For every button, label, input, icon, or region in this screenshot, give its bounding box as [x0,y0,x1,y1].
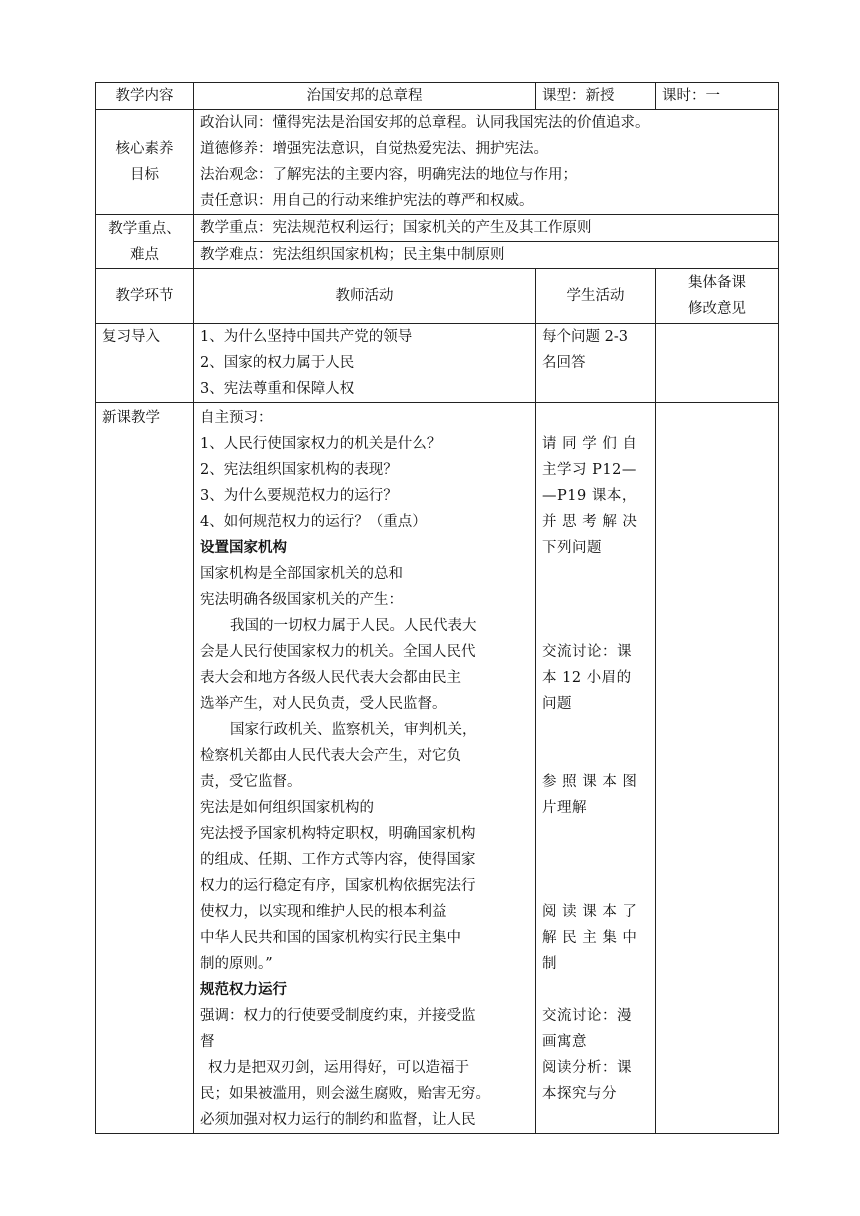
header-row [96,83,779,110]
lesson-hours: 课时：一 [656,83,779,110]
key-difficulty: 教学难点：宪法组织国家机构；民主集中制原则 [194,242,779,269]
col-stage: 教学环节 [96,269,194,324]
col-notes: 集体备课 修改意见 [656,269,779,324]
new-lesson-row [96,403,779,1134]
col-student: 学生活动 [536,269,656,324]
goal-political: 政治认同：懂得宪法是治国安邦的总章程。认同我国宪法的价值追求。 [200,115,650,131]
lesson-type: 课型：新授 [536,83,656,110]
lesson-title: 治国安邦的总章程 [194,83,536,110]
content-label: 教学内容 [96,83,194,110]
new-lesson-student: 请 同 学 们 自 主学习 P12— —P19 课本， 并 思 考 解 决 下列问题 交流讨论：课 本 12 小眉的 问题 参 照 课 本 图 片理解 阅 读 课 本 了 解 民 主 集 中 制 交流讨论：漫 画寓意 阅读分析：课 本探究与分 [536,403,656,1134]
core-goals-row [96,110,779,215]
section-heading-institutions: 设置国家机构 [200,539,287,556]
core-goals-label: 核心素养 目标 [96,110,194,215]
review-teacher: 1、为什么坚持中国共产党的领导 2、国家的权力属于人民 3、宪法尊重和保障人权 [194,324,536,403]
new-lesson-stage: 新课教学 [96,403,194,1134]
key-points-row [96,215,779,242]
col-teacher: 教师活动 [194,269,536,324]
lesson-plan-table [95,82,779,1134]
review-student: 每个问题 2-3 名回答 [536,324,656,403]
goal-law: 法治观念：了解宪法的主要内容，明确宪法的地位与作用； [200,167,577,183]
key-points-label: 教学重点、 难点 [96,215,194,269]
goal-responsibility: 责任意识：用自己的行动来维护宪法的尊严和权威。 [200,193,534,209]
core-goals-content [194,110,779,215]
goal-moral: 道德修养：增强宪法意识，自觉热爱宪法、拥护宪法。 [200,141,548,157]
key-focus: 教学重点：宪法规范权利运行；国家机关的产生及其工作原则 [194,215,779,242]
difficulty-row [96,242,779,269]
section-heading-power: 规范权力运行 [200,981,287,998]
new-lesson-notes [656,403,779,1134]
new-lesson-teacher: 自主预习： 1、人民行使国家权力的机关是什么？ 2、宪法组织国家机构的表现？ 3、为什么要规范权力的运行？ 4、如何规范权力的运行？（重点） 设置国家机构 国家机构是全部国家机关的总和 宪法明确各级国家机关的产生： 我国的一切权力属于人民。人民代表大 会是人民行使国家权力的机关。全国人民代 表大会和地方各级人民代表大会都由民主 选举产生，对人民负责，受人民监督。 国家行政机关、监察机关，审判机关， 检察机关都由人民代表大会产生，对它负 责，受它监督。 宪法是如何组织国家机构的 宪法授予国家机构特定职权，明确国家机构 的组成、任期、工作方式等内容，使得国家 权力的运行稳定有序，国家机构依据宪法行 使权力，以实现和维护人民的根本利益 中华人民共和国的国家机构实行民主集中 制的原则。” 规范权力运行 强调：权力的行使要受制度约束，并接受监 督 权力是把双刃剑，运用得好，可以造福于 民；如果被滥用，则会滋生腐败，贻害无穷。 必须加强对权力运行的制约和监督，让人民 [194,403,536,1134]
review-notes [656,324,779,403]
column-header-row [96,269,779,324]
review-stage: 复习导入 [96,324,194,403]
review-row [96,324,779,403]
